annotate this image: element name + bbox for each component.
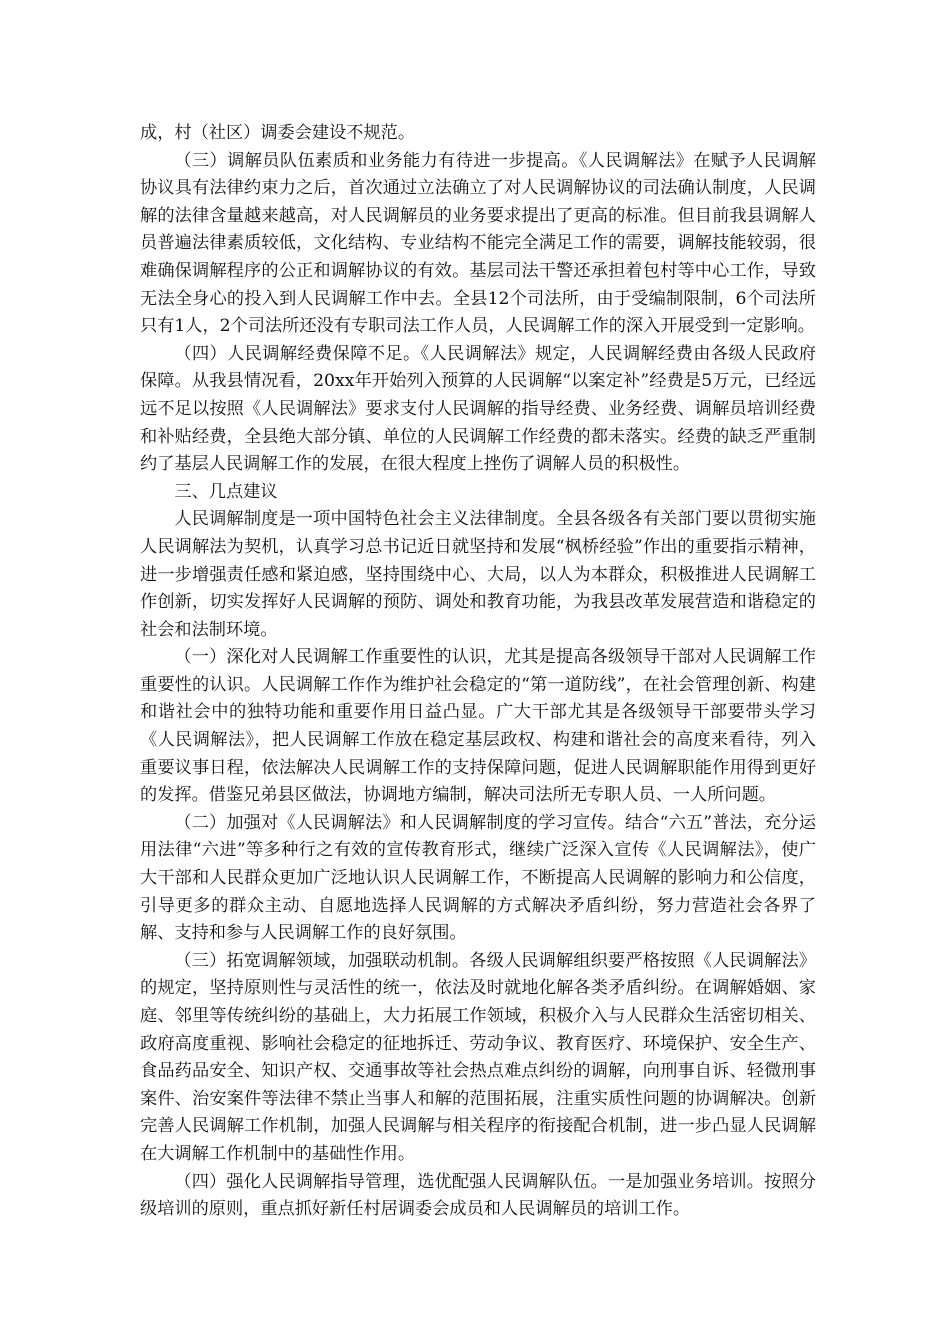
paragraph-suggestion-3: （三）拓宽调解领域，加强联动机制。各级人民调解组织要严格按照《人民调解法》的规定，坚持原则性与灵活性的统一，依法及时就地化解各类矛盾纠纷。在调解婚姻、家庭、邻里等传统纠纷的基础上，大力拓展工作领域，积极介入与人民群众生活密切相关、政府高度重视、影响社会稳定的征地拆迁、劳动争议、教育医疗、环境保护、安全生产、食品药品安全、知识产权、交通事故等社会热点难点纠纷的调解，向刑事自诉、轻微刑事案件、治安案件等法律不禁止当事人和解的范围拓展，注重实质性问题的协调解决。创新完善人民调解工作机制，加强人民调解与相关程序的衔接配合机制，进一步凸显人民调解在大调解工作机制中的基础性作用。 [140, 950, 816, 1164]
paragraph-suggestion-2: （二）加强对《人民调解法》和人民调解制度的学习宣传。结合“六五”普法，充分运用法律“六进”等多种行之有效的宣传教育形式，继续广泛深入宣传《人民调解法》，使广大干部和人民群众更加广泛地认识人民调解工作，不断提高人民调解的影响力和公信度，引导更多的群众主动、自愿地选择人民调解的方式解决矛盾纠纷，努力营造社会各界了解、支持和参与人民调解工作的良好氛围。 [140, 812, 816, 944]
paragraph-suggestion-4: （四）强化人民调解指导管理，选优配强人民调解队伍。一是加强业务培训。按照分级培训的原则，重点抓好新任村居调委会成员和人民调解员的培训工作。 [140, 1171, 816, 1220]
paragraph-intro-suggestions: 人民调解制度是一项中国特色社会主义法律制度。全县各级各有关部门要以贯彻实施人民调解法为契机，认真学习总书记近日就坚持和发展“枫桥经验”作出的重要指示精神，进一步增强责任感和紧迫感，坚持围绕中心、大局，以人为本群众，积极推进人民调解工作创新，切实发挥好人民调解的预防、调处和教育功能，为我县改革发展营造和谐稳定的社会和法制环境。 [140, 509, 816, 640]
paragraph-mediator-quality: （三）调解员队伍素质和业务能力有待进一步提高。《人民调解法》在赋予人民调解协议具有法律约束力之后，首次通过立法确立了对人民调解协议的司法确认制度，人民调解的法律含量越来越高，对人民调解员的业务要求提出了更高的标准。但目前我县调解人员普遍法律素质较低，文化结构、专业结构不能完全满足工作的需要，调解技能较弱，很难确保调解程序的公正和调解协议的有效。基层司法干警还承担着包村等中心工作，导致无法全身心的投入到人民调解工作中去。全县12个司法所，由于受编制限制，6个司法所只有1人，2个司法所还没有专职司法工作人员，人民调解工作的深入开展受到一定影响。 [140, 150, 816, 337]
paragraph-suggestion-1: （一）深化对人民调解工作重要性的认识，尤其是提高各级领导干部对人民调解工作重要性的认识。人民调解工作作为维护社会稳定的“第一道防线”，在社会管理创新、构建和谐社会中的独特功能和重要作用日益凸显。广大干部尤其是各级领导干部要带头学习《人民调解法》，把人民调解工作放在稳定基层政权、构建和谐社会的高度来看待，列入重要议事日程，依法解决人民调解工作的支持保障问题，促进人民调解职能作用得到更好的发挥。借鉴兄弟县区做法，协调地方编制，解决司法所无专职人员、一人所问题。 [140, 647, 816, 806]
paragraph-funding: （四）人民调解经费保障不足。《人民调解法》规定，人民调解经费由各级人民政府保障。从我县情况看，20xx年开始列入预算的人民调解“以案定补”经费是5万元，已经远远不足以按照《人民调解法》要求支付人民调解的指导经费、业务经费、调解员培训经费和补贴经费，全县绝大部分镇、单位的人民调解工作经费的都未落实。经费的缺乏严重制约了基层人民调解工作的发展，在很大程度上挫伤了调解人员的积极性。 [140, 343, 816, 475]
section-heading-suggestions: 三、几点建议 [174, 481, 278, 502]
document-page [140, 120, 816, 1224]
paragraph-continuation: 成，村（社区）调委会建设不规范。 [140, 123, 416, 143]
